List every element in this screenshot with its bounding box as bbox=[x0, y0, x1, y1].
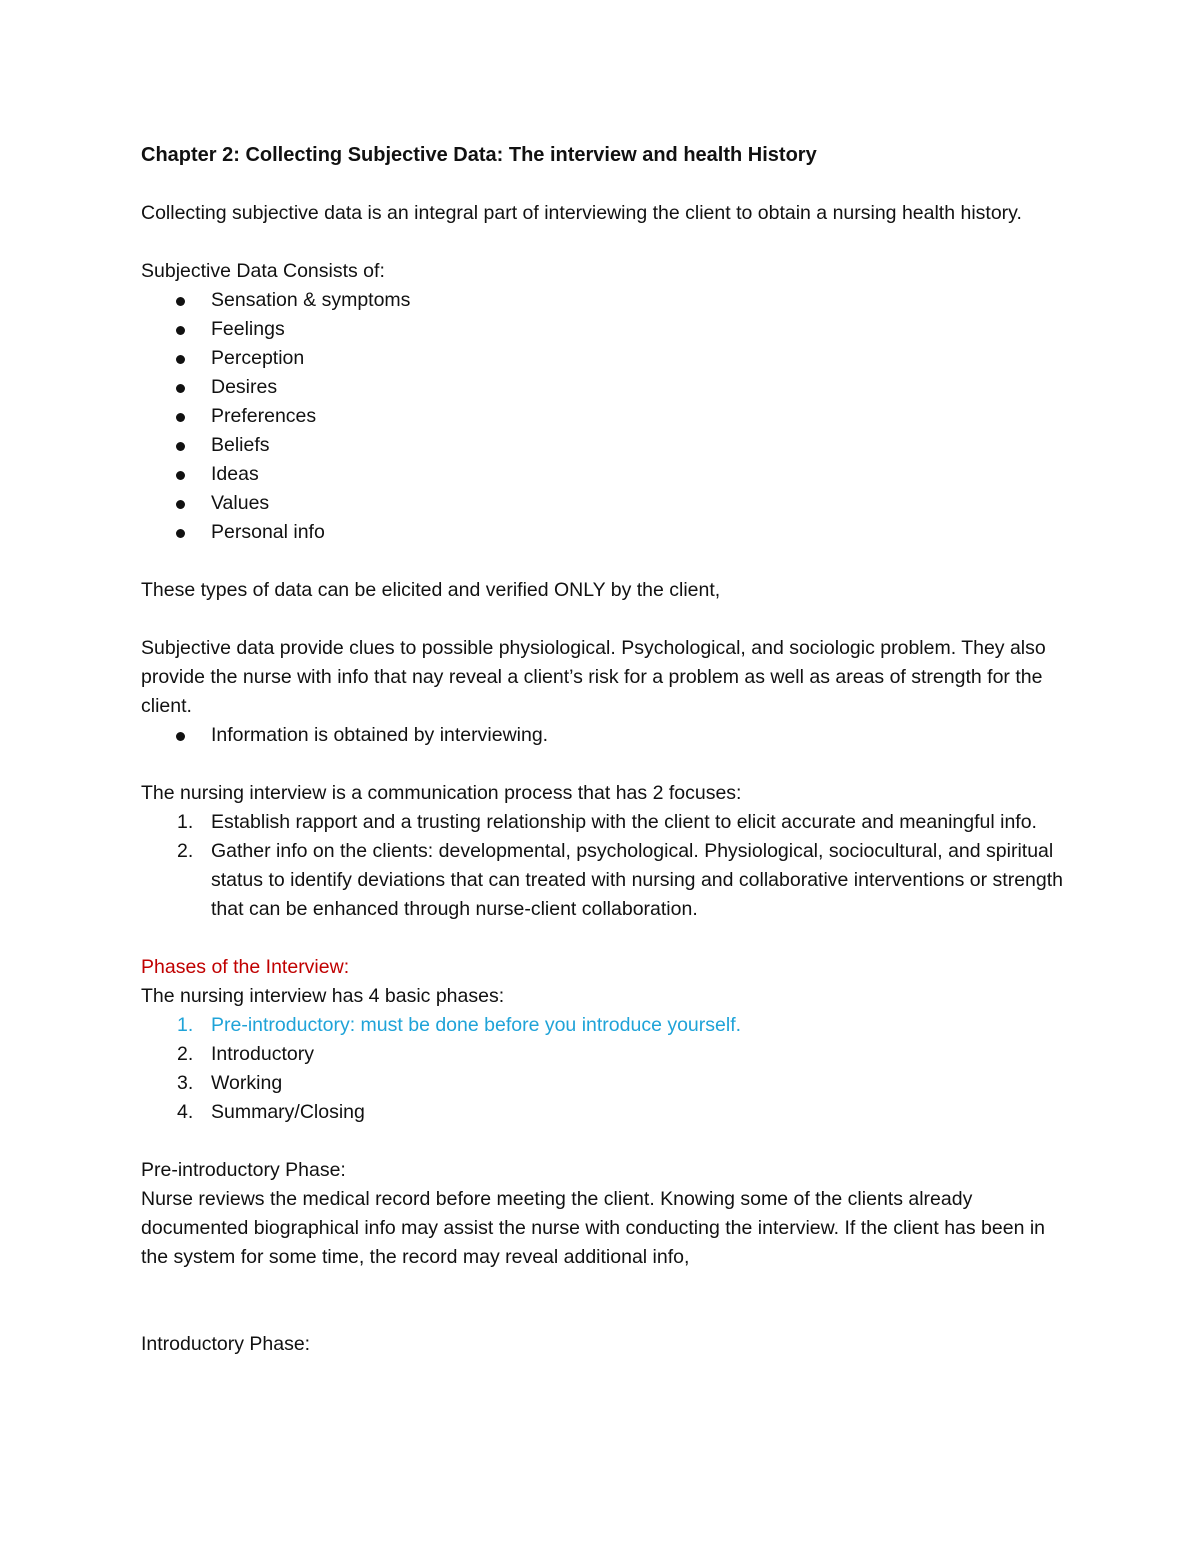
list-item: 4. Summary/Closing bbox=[177, 1101, 365, 1123]
list-item: Beliefs bbox=[141, 431, 1071, 460]
phases-intro: The nursing interview has 4 basic phases: bbox=[141, 985, 505, 1007]
phases-list bbox=[141, 1011, 1071, 1127]
list-item: Information is obtained by interviewing. bbox=[141, 721, 1071, 750]
list-item: Feelings bbox=[141, 315, 1071, 344]
list-item: Preferences bbox=[141, 402, 1071, 431]
list-item: 1. Establish rapport and a trusting relationship with the client to elicit accurate and meaningful info. bbox=[177, 811, 1037, 833]
clues-paragraph: Subjective data provide clues to possible physiological. Psychological, and sociologic problem. They also provide the nurse with info that nay reveal a client’s risk for a problem as well as areas of strength for the client. bbox=[141, 637, 1046, 717]
chapter-title: Chapter 2: Collecting Subjective Data: The interview and health History bbox=[141, 144, 817, 166]
document-body bbox=[141, 141, 1071, 1359]
bullet-icon bbox=[176, 442, 185, 451]
list-item: 1. Pre-introductory: must be done before you introduce yourself. bbox=[177, 1014, 742, 1036]
list-item: Sensation & symptoms bbox=[141, 286, 1071, 315]
preintro-heading: Pre-introductory Phase: bbox=[141, 1159, 346, 1181]
bullet-icon bbox=[176, 732, 185, 741]
intro-phase-heading: Introductory Phase: bbox=[141, 1333, 311, 1355]
consists-heading: Subjective Data Consists of: bbox=[141, 260, 385, 282]
list-item: 3. Working bbox=[177, 1072, 283, 1094]
list-item: Desires bbox=[141, 373, 1071, 402]
list-item: 2. Gather info on the clients: developmental, psychological. Physiological, sociocultural, and spiritual status to identify deviations that can treated with nursing and collaborative interventions or strength that can be enhanced through nurse-client collaboration. bbox=[177, 840, 1063, 920]
clues-list bbox=[141, 721, 1071, 750]
focuses-list bbox=[141, 808, 1071, 924]
bullet-icon bbox=[176, 413, 185, 422]
bullet-icon bbox=[176, 355, 185, 364]
consists-list bbox=[141, 286, 1071, 547]
bullet-icon bbox=[176, 471, 185, 480]
bullet-icon bbox=[176, 297, 185, 306]
preintro-paragraph: Nurse reviews the medical record before meeting the client. Knowing some of the clients already documented biographical info may assist the nurse with conducting the interview. If the client has been in the system for some time, the record may reveal additional info, bbox=[141, 1188, 1046, 1268]
phases-heading: Phases of the Interview: bbox=[141, 956, 350, 978]
list-item: Ideas bbox=[141, 460, 1071, 489]
bullet-icon bbox=[176, 384, 185, 393]
interview-paragraph: The nursing interview is a communication process that has 2 focuses: bbox=[141, 782, 742, 804]
list-item: Values bbox=[141, 489, 1071, 518]
list-item: Perception bbox=[141, 344, 1071, 373]
elicited-paragraph: These types of data can be elicited and verified ONLY by the client, bbox=[141, 579, 721, 601]
bullet-icon bbox=[176, 500, 185, 509]
bullet-icon bbox=[176, 326, 185, 335]
list-item: 2. Introductory bbox=[177, 1043, 314, 1065]
bullet-icon bbox=[176, 529, 185, 538]
intro-paragraph: Collecting subjective data is an integral part of interviewing the client to obtain a nursing health history. bbox=[141, 202, 1022, 224]
list-item: Personal info bbox=[141, 518, 1071, 547]
